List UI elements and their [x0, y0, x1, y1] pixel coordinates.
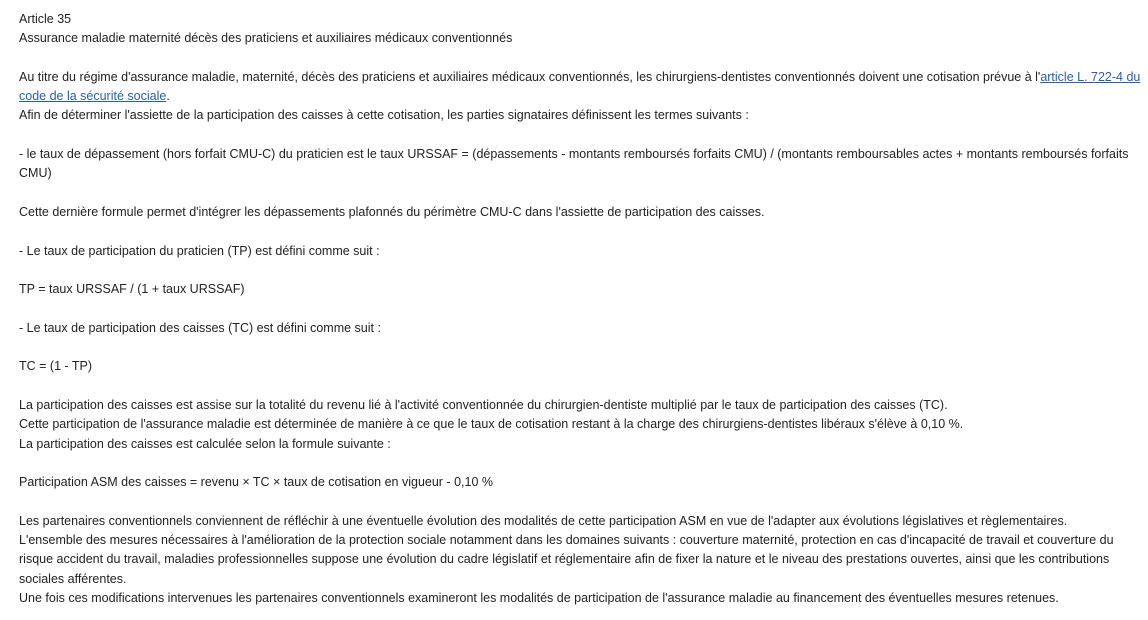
- code-securite-sociale-link[interactable]: article L. 722-4 du code de la sécurité sociale: [19, 69, 1141, 104]
- paragraph-tp-definition: - Le taux de participation du praticien (TP) est défini comme suit :: [19, 243, 380, 258]
- spacer: [19, 492, 1143, 511]
- formula-tc: TC = (1 - TP): [19, 359, 93, 374]
- paragraph-mesures: L'ensemble des mesures nécessaires à l'amélioration de la protection sociale notamment dans les domaines suivants : couverture maternité, protection en cas d'incapacité de travail et couverture du risque accident du travail, maladies professionnelles suppose une évolution du cadre législatif et réglementaire afin de fixer la nature et le niveau des prestations ouvertes, ainsi que les contributions sociales afférentes.: [19, 533, 1114, 586]
- paragraph-cotisation: [19, 68, 1143, 107]
- spacer: [19, 222, 1143, 241]
- spacer: [19, 377, 1143, 396]
- spacer: [19, 299, 1143, 318]
- paragraph-participation-determinee: Cette participation de l'assurance maladie est déterminée de manière à ce que le taux de cotisation restant à la charge des chirurgiens-dentistes libéraux s'élève à 0,10 %.: [19, 417, 964, 432]
- paragraph-modifications: Une fois ces modifications intervenues les partenaires conventionnels examineront les modalités de participation de l'assurance maladie au financement des éventuelles mesures retenues.: [19, 590, 1059, 605]
- article-content: [19, 10, 1143, 608]
- spacer: [19, 261, 1143, 280]
- formula-participation-asm: Participation ASM des caisses = revenu × TC × taux de cotisation en vigueur - 0,10 %: [19, 475, 493, 490]
- paragraph-tc-definition: - Le taux de participation des caisses (TC) est défini comme suit :: [19, 320, 381, 335]
- spacer: [19, 49, 1143, 68]
- paragraph-participation-assise: La participation des caisses est assise sur la totalité du revenu lié à l'activité conventionnée du chirurgien-dentiste multiplié par le taux de participation des caisses (TC).: [19, 397, 948, 412]
- paragraph-assiette: Afin de déterminer l'assiette de la participation des caisses à cette cotisation, les parties signataires définissent les termes suivants :: [19, 108, 749, 123]
- paragraph-participation-calculee: La participation des caisses est calculée selon la formule suivante :: [19, 436, 391, 451]
- spacer: [19, 184, 1143, 203]
- paragraph-text: Au titre du régime d'assurance maladie, maternité, décès des praticiens et auxiliaires médicaux conventionnés, les chirurgiens-dentistes conventionnés doivent une cotisation prévue à l': [19, 69, 1041, 84]
- formula-tp: TP = taux URSSAF / (1 + taux URSSAF): [19, 282, 245, 297]
- article-title: Article 35: [19, 12, 72, 26]
- article-subtitle: Assurance maladie maternité décès des praticiens et auxiliaires médicaux conventionnés: [19, 31, 513, 46]
- paragraph-partenaires: Les partenaires conventionnels conviennent de réfléchir à une éventuelle évolution des modalités de cette participation ASM en vue de l'adapter aux évolutions législatives et règlementaires.: [19, 513, 1068, 528]
- paragraph-taux-depassement: - le taux de dépassement (hors forfait CMU-C) du praticien est le taux URSSAF = (dépassements - montants remboursés forfaits CMU) / (montants remboursables actes + montants remboursés forfaits CMU): [19, 147, 1129, 181]
- spacer: [19, 454, 1143, 473]
- spacer: [19, 338, 1143, 357]
- paragraph-formule-note: Cette dernière formule permet d'intégrer les dépassements plafonnés du périmètre CMU-C dans l'assiette de participation des caisses.: [19, 204, 765, 219]
- paragraph-text: .: [166, 89, 170, 104]
- spacer: [19, 126, 1143, 145]
